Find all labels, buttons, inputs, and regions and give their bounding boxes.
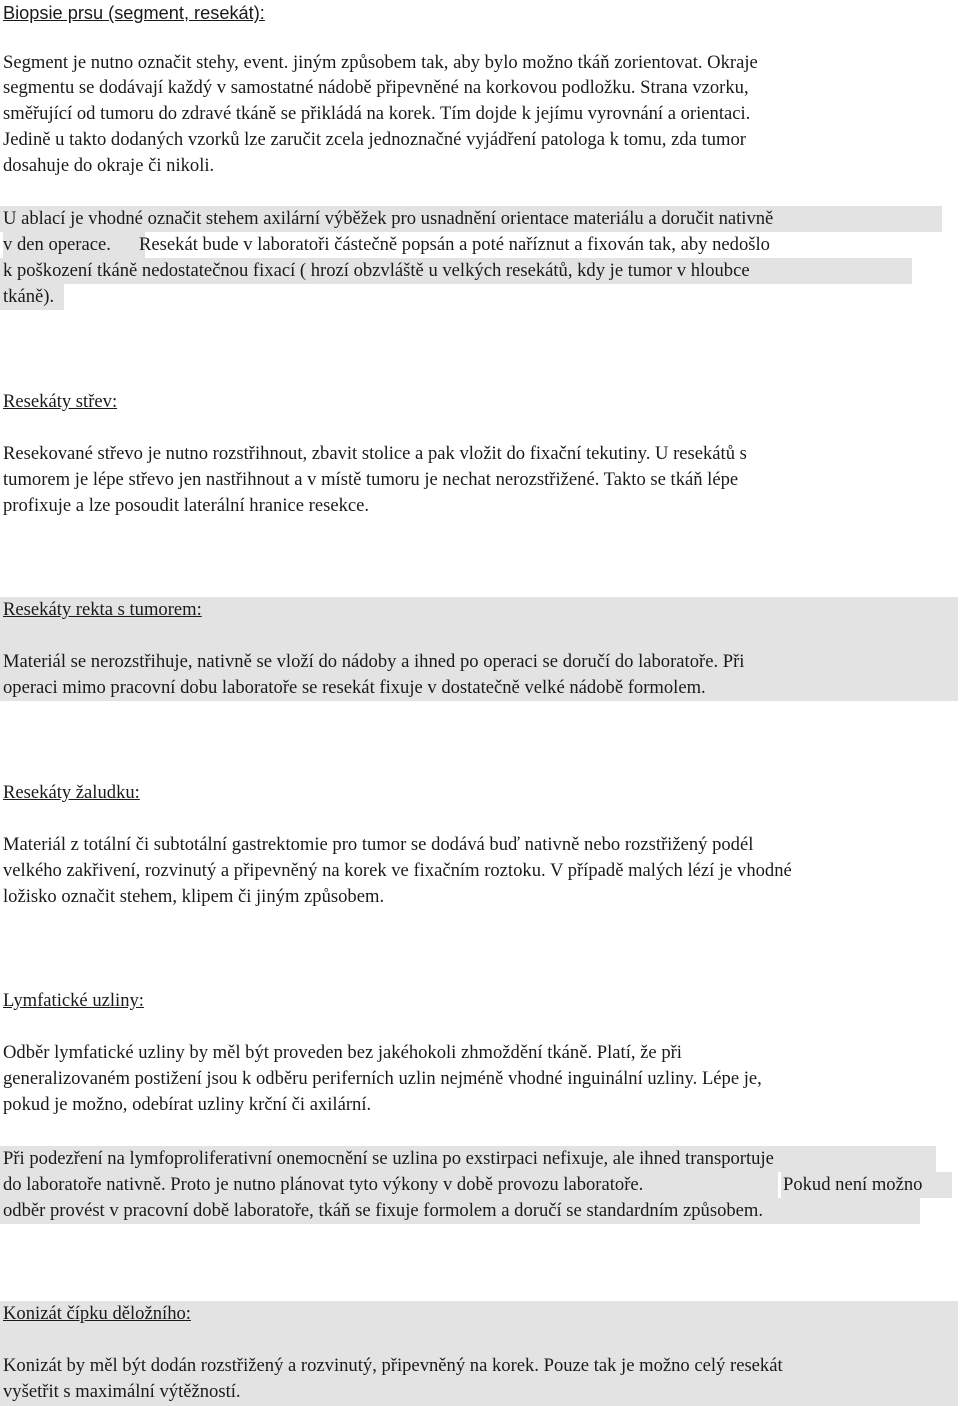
text-line: Segment je nutno označit stehy, event. jiným způsobem tak, aby bylo možno tkáň zorientovat. Okraje: [3, 52, 758, 73]
section-heading-bowel-resections: Resekáty střev:: [3, 391, 118, 412]
text-line: Pokud není možno: [783, 1174, 923, 1195]
text-line: Konizát by měl být dodán rozstřižený a rozvinutý, připevněný na korek. Pouze tak je možno celý resekát: [3, 1355, 783, 1376]
text-line: operaci mimo pracovní dobu laboratoře se resekát fixuje v dostatečně velké nádobě formolem.: [3, 677, 706, 698]
text-line: generalizovaném postižení jsou k odběru periferních uzlin nejméně vhodné inguinální uzliny. Lépe je,: [3, 1068, 762, 1089]
text-line: Při podezření na lymfoproliferativní onemocnění se uzlina po exstirpaci nefixuje, ale ihned transportuje: [3, 1148, 774, 1169]
text-line: Materiál z totální či subtotální gastrektomie pro tumor se dodává buď nativně nebo rozstřižený podél: [3, 834, 754, 855]
text-line: Odběr lymfatické uzliny by měl být proveden bez jakéhokoli zhmoždění tkáně. Platí, že při: [3, 1042, 682, 1063]
text-line: vyšetřit s maximální výtěžností.: [3, 1381, 241, 1402]
text-line: Materiál se nerozstřihuje, nativně se vloží do nádoby a ihned po operaci se doručí do laboratoře. Při: [3, 651, 745, 672]
text-line: U ablací je vhodné označit stehem axilární výběžek pro usnadnění orientace materiálu a doručit nativně: [3, 208, 774, 229]
section-heading-cervical-conization: Konizát čípku děložního:: [3, 1303, 191, 1324]
text-line: Resekované střevo je nutno rozstřihnout, zbavit stolice a pak vložit do fixační tekutiny. U resekátů s: [3, 443, 747, 464]
text-line: k poškození tkáně nedostatečnou fixací ( hrozí obzvláště u velkých resekátů, kdy je tumor v hloubce: [3, 260, 750, 281]
section-heading-breast-biopsy: Biopsie prsu (segment, resekát):: [3, 3, 265, 23]
text-line: do laboratoře nativně. Proto je nutno plánovat tyto výkony v době provozu laboratoře.: [3, 1174, 644, 1195]
text-line: pokud je možno, odebírat uzliny krční či axilární.: [3, 1094, 372, 1115]
text-line: v den operace.: [3, 232, 145, 258]
text-line: odběr provést v pracovní době laboratoře, tkáň se fixuje formolem a doručí se standardním způsobem.: [3, 1200, 764, 1221]
text-line: profixuje a lze posoudit laterální hranice resekce.: [3, 495, 370, 516]
text-line: Jedině u takto dodaných vzorků lze zaručit zcela jednoznačné vyjádření patologa k tomu, zda tumor: [3, 129, 746, 150]
section-heading-rectal-resections: Resekáty rekta s tumorem:: [3, 599, 202, 620]
text-line: Resekát bude v laboratoři částečně popsán a poté naříznut a fixován tak, aby nedošlo: [139, 234, 770, 255]
text-line: dosahuje do okraje či nikoli.: [3, 155, 215, 176]
text-line: směřující od tumoru do zdravé tkáně se přikládá na korek. Tím dojde k jejímu vyrovnání a orientaci.: [3, 103, 751, 124]
text-line: velkého zakřivení, rozvinutý a připevněný na korek ve fixačním roztoku. V případě malých lézí je vhodné: [3, 860, 792, 881]
text-line: segmentu se dodávají každý v samostatné nádobě připevněné na korkovou podložku. Strana vzorku,: [3, 77, 749, 98]
text-line: ložisko označit stehem, klipem či jiným způsobem.: [3, 886, 385, 907]
text-line: tumorem je lépe střevo jen nastřihnout a v místě tumoru je nechat nerozstřižené. Takto se tkáň lépe: [3, 469, 739, 490]
section-heading-stomach-resections: Resekáty žaludku:: [3, 782, 140, 803]
section-heading-lymph-nodes: Lymfatické uzliny:: [3, 990, 144, 1011]
text-line: tkáně).: [3, 286, 55, 307]
